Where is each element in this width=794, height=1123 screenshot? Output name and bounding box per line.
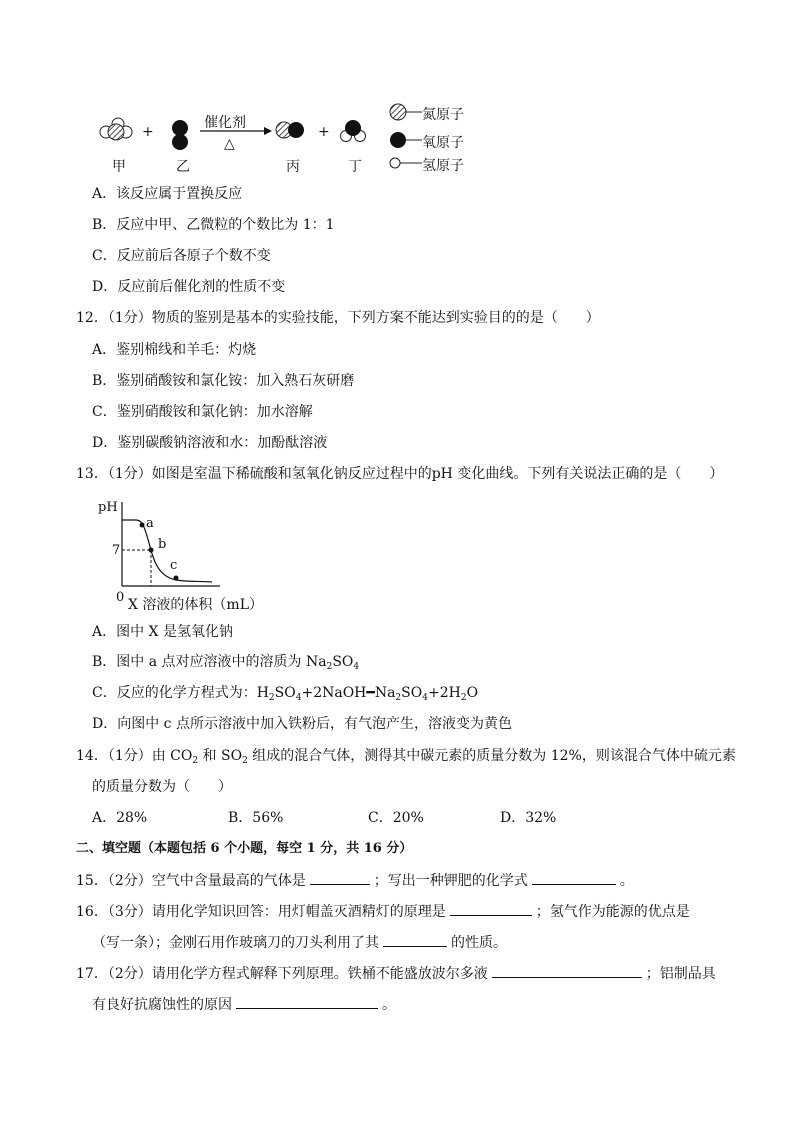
q14-stem-line1: 14．（1分）由 $CO_2$ 和 $SO_2$ 组成的混合气体，测得其中碳元素的质量分数为 12%，则该混合气体中硫元素: [76, 748, 736, 766]
plus-sign-1: +: [142, 124, 154, 140]
q16-blank-2[interactable]: [383, 932, 447, 947]
q17-line1: 17．（2分）请用化学方程式解释下列原理。铁桶不能盛放波尔多液 ；铝制品具: [76, 963, 716, 984]
q11-option-a: A．该反应属于置换反应: [92, 186, 243, 202]
label-bing: 丙: [286, 159, 300, 175]
q15-blank-2[interactable]: [532, 870, 616, 885]
q14-option-d: D．32%: [500, 810, 557, 826]
graph-ylabel: pH: [98, 500, 118, 515]
q16-line2: （写一条）；金刚石用作玻璃刀的刀头利用了其 的性质。: [92, 932, 507, 953]
graph-ytick-7: 7: [112, 543, 121, 558]
label-jia: 甲: [112, 159, 126, 175]
q16-blank-1[interactable]: [450, 901, 532, 916]
q12-option-c: C．鉴别硝酸铵和氯化钠：加水溶解: [92, 404, 313, 420]
legend-nitrogen: 氮原子: [422, 107, 464, 123]
molecule-yi: [172, 120, 188, 150]
graph-label-b: b: [158, 537, 167, 552]
catalyst-label: 催化剂: [204, 115, 246, 131]
q17-blank-1[interactable]: [492, 963, 642, 978]
molecule-bing: [276, 122, 304, 138]
point-a: [140, 523, 145, 528]
ph-curve: [122, 520, 212, 582]
point-c: [174, 576, 179, 581]
label-ding: 丁: [348, 159, 362, 175]
q12-option-d: D．鉴别碳酸钠溶液和水：加酚酞溶液: [92, 435, 328, 451]
q14-option-c: C．20%: [368, 810, 424, 826]
q14-stem-line2: 的质量分数为（ ）: [92, 779, 232, 795]
legend-oxygen: 氧原子: [422, 135, 464, 151]
q12-option-a: A．鉴别棉线和羊毛：灼烧: [92, 342, 257, 358]
q12-stem: 12．（1分）物质的鉴别是基本的实验技能，下列方案不能达到实验目的的是（ ）: [76, 310, 600, 326]
atom-legend: [388, 100, 424, 172]
q13-option-d: D．向图中 c 点所示溶液中加入铁粉后，有气泡产生，溶液变为黄色: [92, 716, 512, 732]
q13-option-c: C．反应的化学方程式为：$H_2SO_4+2NaOH━Na_2SO_4+2H_2O$: [92, 685, 479, 703]
arrow-head: [264, 127, 272, 135]
molecule-ding: [341, 120, 366, 142]
plus-sign-2: +: [318, 124, 330, 140]
graph-xlabel: X 溶液的体积（mL）: [128, 597, 263, 613]
molecule-jia: [100, 118, 132, 140]
question-15: 15．（2分）空气中含量最高的气体是 ；写出一种钾肥的化学式 。: [76, 870, 634, 891]
point-b: [149, 548, 154, 553]
q13-option-b: B．图中 a 点对应溶液中的溶质为 $Na_2SO_4$: [92, 654, 360, 672]
q14-option-a: A．28%: [92, 810, 148, 826]
section-2-title: 二、填空题（本题包括 6 个小题，每空 1 分，共 16 分）: [76, 841, 413, 856]
q12-option-b: B．鉴别硝酸铵和氯化铵：加入熟石灰研磨: [92, 373, 355, 389]
q16-line1: 16．（3分）请用化学知识回答：用灯帽盖灭酒精灯的原理是 ；氢气作为能源的优点是: [76, 901, 690, 922]
graph-origin: 0: [116, 590, 125, 605]
graph-label-a: a: [146, 516, 154, 531]
label-yi: 乙: [176, 159, 190, 175]
q11-option-b: B．反应中甲、乙微粒的个数比为 1：1: [92, 217, 335, 233]
q17-blank-2[interactable]: [236, 994, 378, 1009]
legend-hydrogen: 氢原子: [422, 158, 464, 174]
graph-label-c: c: [170, 558, 178, 573]
q13-option-a: A．图中 X 是氢氧化钠: [92, 624, 233, 640]
q17-line2: 有良好抗腐蚀性的原因 。: [92, 994, 396, 1015]
heat-symbol: △: [224, 136, 235, 152]
q13-stem: 13．（1分）如图是室温下稀硫酸和氢氧化钠反应过程中的pH 变化曲线。下列有关说法正确的是（ ）: [76, 466, 724, 482]
q15-blank-1[interactable]: [310, 870, 370, 885]
q11-option-c: C．反应前后各原子个数不变: [92, 248, 271, 264]
q11-option-d: D．反应前后催化剂的性质不变: [92, 279, 286, 295]
reaction-molecules: [96, 98, 396, 158]
q14-option-b: B．56%: [228, 810, 284, 826]
